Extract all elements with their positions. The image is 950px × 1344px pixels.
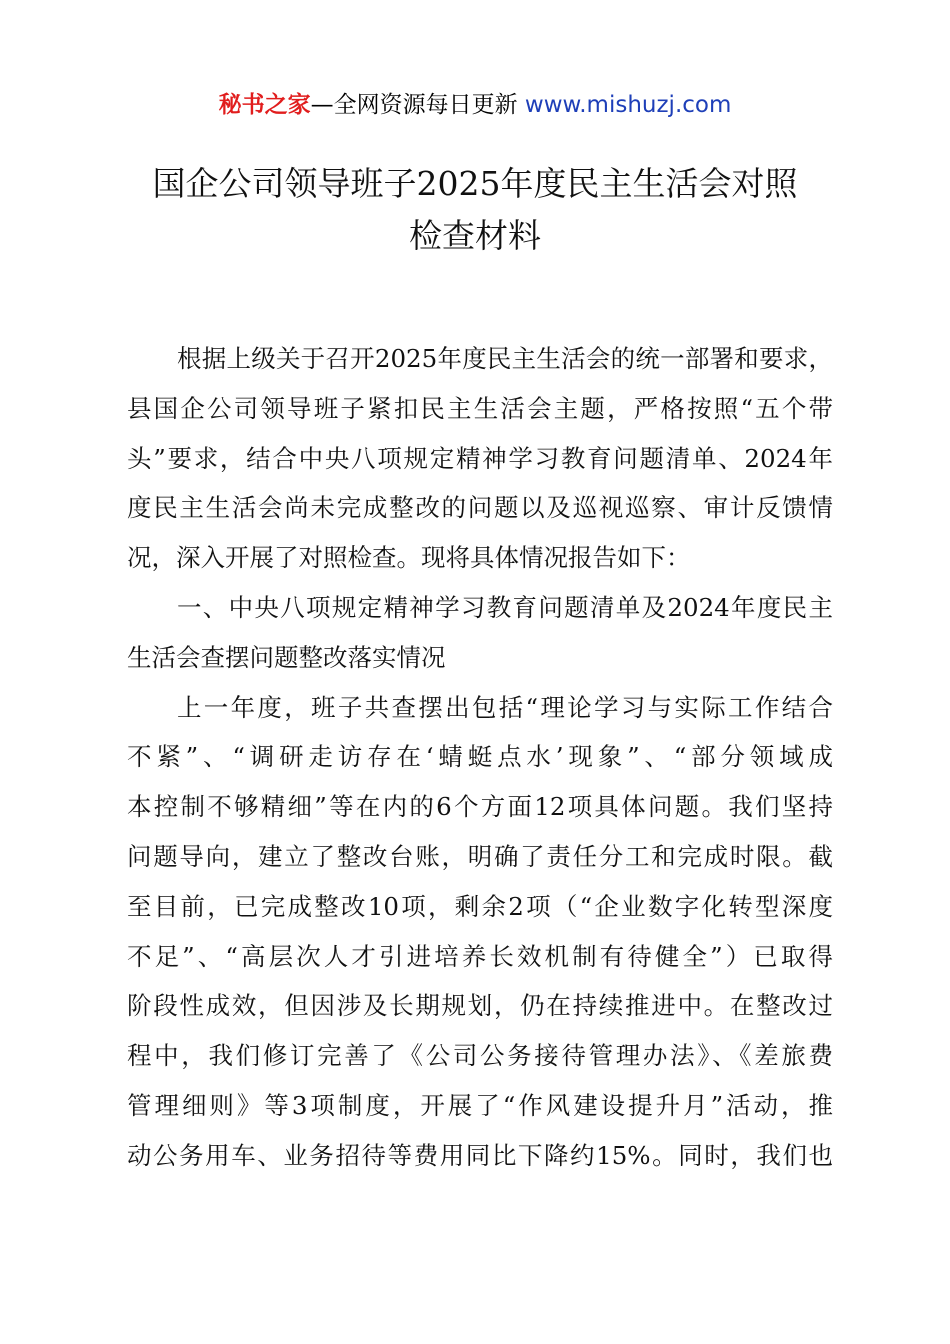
text-line: 阶段性成效，但因涉及长期规划，仍在持续推进中。在整改过: [127, 991, 833, 1021]
text-line: 程中，我们修订完善了《公司公务接待管理办法》、《差旅费: [127, 1041, 833, 1071]
text-line: 动公务用车、业务招待等费用同比下降约15%。同时，我们也: [127, 1140, 833, 1170]
text-line: 度民主生活会尚未完成整改的问题以及巡视巡察、审计反馈情: [127, 493, 833, 523]
site-url-link[interactable]: www.mishuzj.com: [524, 92, 732, 118]
text-line: 不紧”、“调研走访存在‘蜻蜓点水’现象”、“部分领域成: [127, 742, 833, 772]
text-line: 不足”、“高层次人才引进培养长效机制有待健全”）已取得: [127, 941, 833, 971]
text-line: 一、中央八项规定精神学习教育问题清单及2024年度民主: [177, 592, 833, 622]
site-brand: 秘书之家: [218, 92, 311, 118]
section-heading-1: [127, 583, 833, 683]
text-line: 问题导向，建立了整改台账，明确了责任分工和完成时限。截: [127, 841, 833, 871]
site-header: [0, 88, 950, 122]
text-line: 上一年度，班子共查摆出包括“理论学习与实际工作结合: [177, 692, 833, 722]
text-line: 至目前，已完成整改10项，剩余2项（“企业数字化转型深度: [127, 891, 833, 921]
text-line: 管理细则》等3项制度，开展了“作风建设提升月”活动，推: [127, 1090, 833, 1120]
document-title: [100, 158, 850, 262]
site-tagline: —全网资源每日更新: [310, 92, 525, 118]
text-line: 况，深入开展了对照检查。现将具体情况报告如下：: [127, 543, 691, 573]
paragraph-rectification: [127, 683, 833, 1181]
text-line: 根据上级关于召开2025年度民主生活会的统一部署和要求，: [177, 344, 833, 373]
text-line: 生活会查摆问题整改落实情况: [127, 642, 446, 672]
document-body: [127, 334, 833, 1181]
text-line: 本控制不够精细”等在内的6个方面12项具体问题。我们坚持: [127, 792, 833, 822]
title-line-2: 检查材料: [409, 216, 541, 255]
title-line-1: 国企公司领导班子2025年度民主生活会对照: [152, 164, 798, 203]
text-line: 头”要求，结合中央八项规定精神学习教育问题清单、2024年: [127, 443, 833, 473]
text-line: 县国企公司领导班子紧扣民主生活会主题，严格按照“五个带: [127, 393, 833, 423]
paragraph-intro: [127, 334, 833, 583]
